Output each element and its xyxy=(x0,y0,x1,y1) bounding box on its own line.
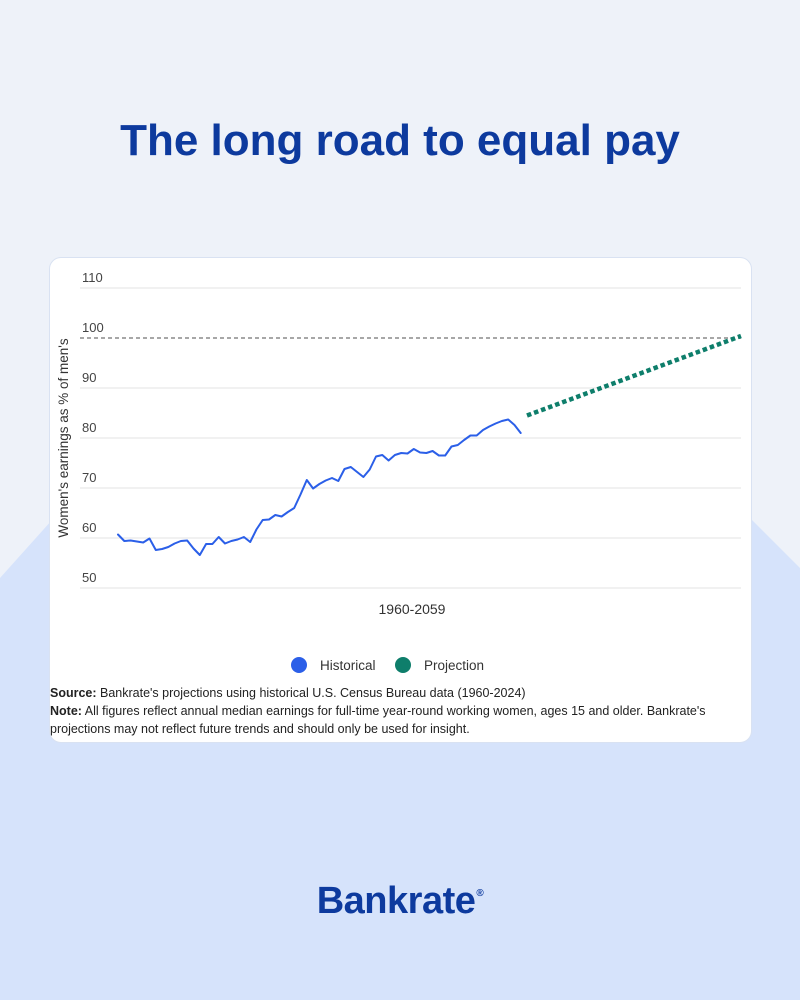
series-line-historical xyxy=(118,420,521,556)
legend-marker-historical xyxy=(291,657,307,673)
y-tick-label-50: 50 xyxy=(82,570,97,585)
source-label: Source: xyxy=(50,686,97,700)
source-text: Bankrate's projections using historical U.S. Census Bureau data (1960-2024) xyxy=(96,686,526,700)
note-label: Note: xyxy=(50,704,82,718)
registered-mark: ® xyxy=(476,888,484,899)
y-tick-label-70: 70 xyxy=(82,470,97,485)
y-axis-label: Women's earnings as % of men's xyxy=(56,338,71,538)
y-tick-label-80: 80 xyxy=(82,420,97,435)
series-line-projection xyxy=(527,336,741,416)
chart-card xyxy=(49,257,752,743)
page-title: The long road to equal pay xyxy=(120,116,680,165)
y-tick-label-60: 60 xyxy=(82,520,97,535)
brand-name: Bankrate xyxy=(316,880,476,922)
legend-label-historical: Historical xyxy=(320,658,376,673)
legend-marker-projection xyxy=(395,657,411,673)
note-text: All figures reflect annual median earnings for full-time year-round working women, ages 15 and older. Bankrate's projections may not reflect future trends and should only be used for insight. xyxy=(50,704,706,736)
x-axis-label: 1960-2059 xyxy=(378,601,446,617)
line-chart xyxy=(50,258,751,688)
y-tick-label-100: 100 xyxy=(82,320,104,335)
legend-label-projection: Projection xyxy=(424,658,485,673)
source-note xyxy=(50,684,748,702)
note-text-block xyxy=(50,702,748,738)
y-tick-label-110: 110 xyxy=(82,270,103,285)
bankrate-logo xyxy=(0,880,800,923)
y-tick-label-90: 90 xyxy=(82,370,97,385)
chart-notes xyxy=(50,684,748,738)
